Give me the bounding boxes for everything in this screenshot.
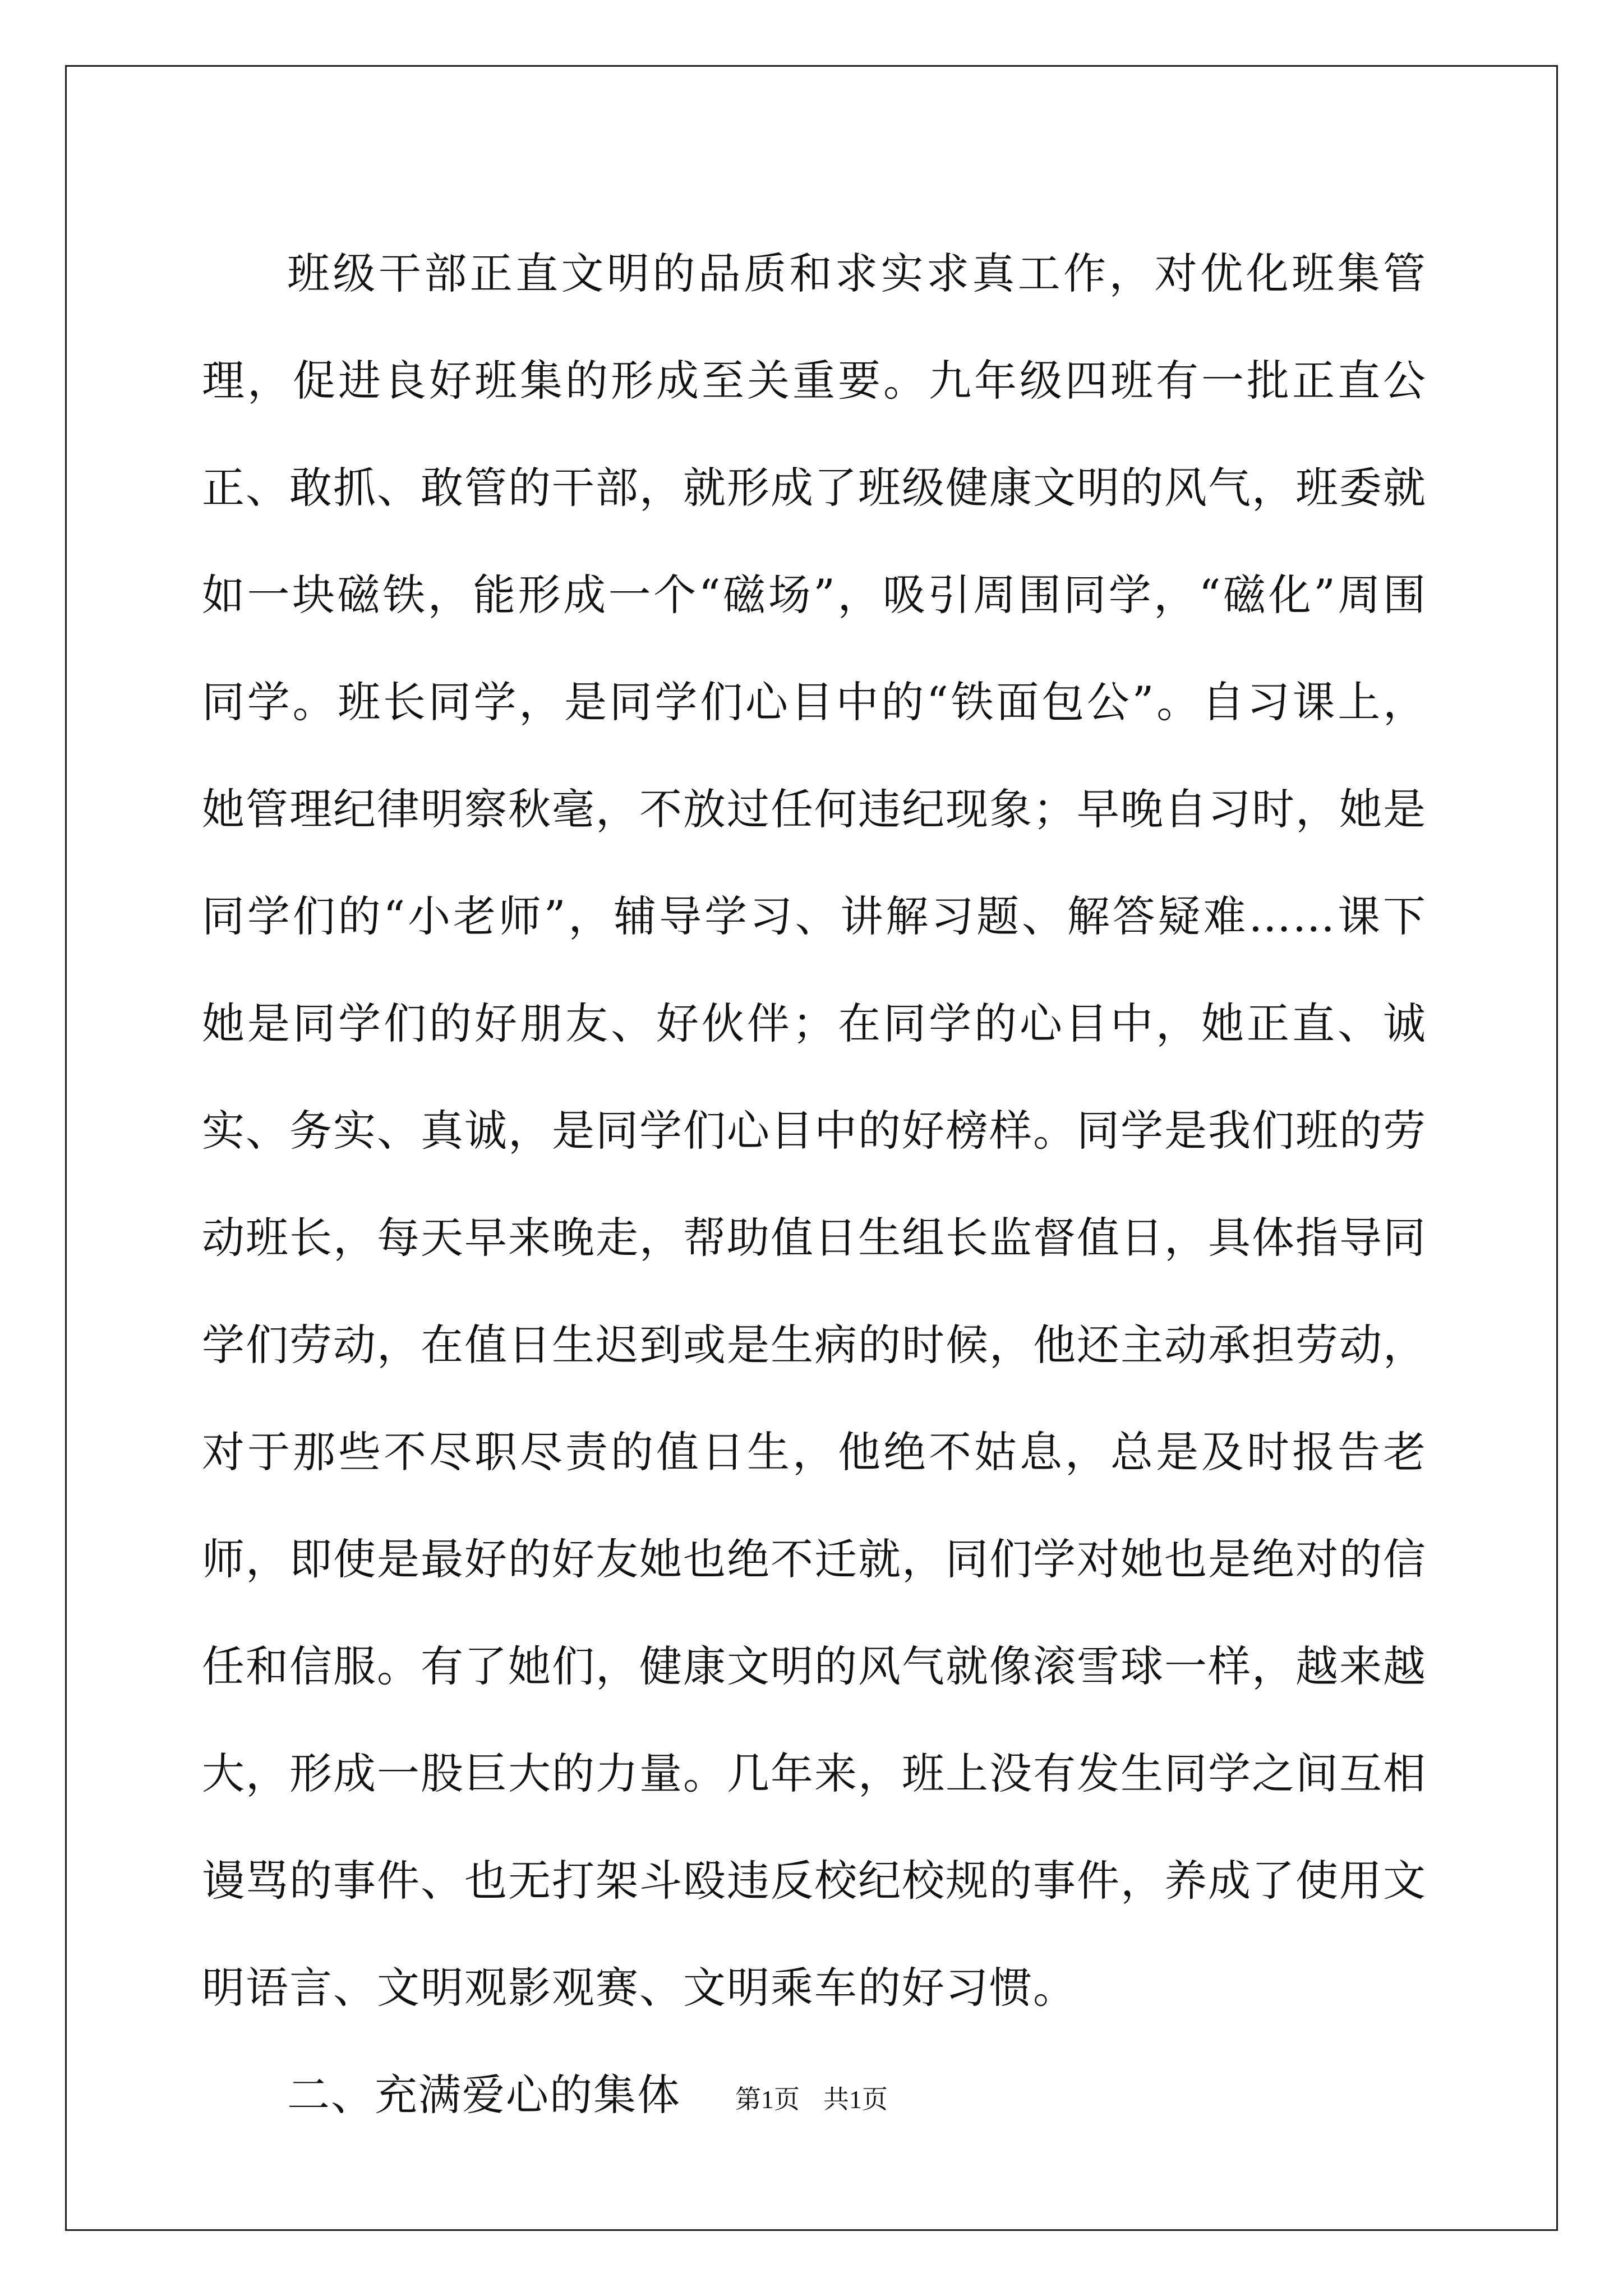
page-footer <box>0 2079 1623 2116</box>
page-number: 第1页 <box>735 2085 800 2114</box>
body-paragraph: 班级干部正直文明的品质和求实求真工作，对优化班集管理，促进良好班集的形成至关重要。九年级四班有一批正直公正、敢抓、敢管的干部，就形成了班级健康文明的风气，班委就如一块磁铁，能形成一个“磁场”，吸引周围同学，“磁化”周围同学。班长同学，是同学们心目中的“铁面包公”。自习课上，她管理纪律明察秋毫，不放过任何违纪现象；早晚自习时，她是同学们的“小老师”，辅导学习、讲解习题、解答疑难……课下她是同学们的好朋友、好伙伴；在同学的心目中，她正直、诚实、务实、真诚，是同学们心目中的好榜样。同学是我们班的劳动班长，每天早来晚走，帮助值日生组长监督值日，具体指导同学们劳动，在值日生迟到或是生病的时候，他还主动承担劳动，对于那些不尽职尽责的值日生，他绝不姑息，总是及时报告老师，即使是最好的好友她也绝不迁就，同们学对她也是绝对的信任和信服。有了她们，健康文明的风气就像滚雪球一样，越来越大，形成一股巨大的力量。几年来，班上没有发生同学之间互相谩骂的事件、也无打架斗殴违反校纪校规的事件，养成了使用文明语言、文明观影观赛、文明乘车的好习惯。 <box>202 249 1427 2013</box>
page-total: 共1页 <box>823 2085 888 2114</box>
document-body <box>202 220 1427 2148</box>
section-heading: 二、充满爱心的集体 <box>287 2070 681 2120</box>
